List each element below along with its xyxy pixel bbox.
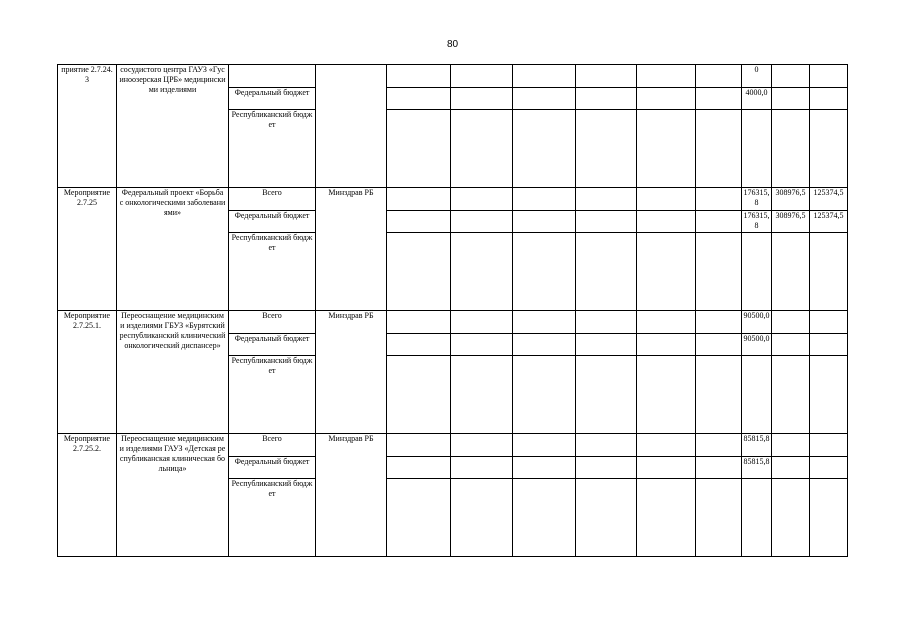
funding-source-cell-text: Республиканский бюджет xyxy=(231,356,313,375)
empty-cell xyxy=(513,457,576,479)
empty-cell xyxy=(637,434,696,457)
activity-number-cell-text: Мероприятие 2.7.25.2. xyxy=(63,434,111,453)
funding-source-cell xyxy=(229,457,316,479)
funding-source-cell xyxy=(229,311,316,334)
value-cell-2 xyxy=(772,110,810,188)
value-cell-1 xyxy=(742,88,772,110)
funding-source-cell-text: Федеральный бюджет xyxy=(234,334,310,343)
empty-cell xyxy=(576,479,637,557)
table-row xyxy=(58,65,892,88)
activity-name-cell-text: Переоснащение медицинскими изделиями ГАУЗ «Детская республиканская клиническая больница» xyxy=(119,434,226,473)
empty-cell xyxy=(387,356,451,434)
empty-cell xyxy=(451,65,513,88)
empty-cell xyxy=(513,334,576,356)
funding-source-cell-text: Всего xyxy=(262,188,282,197)
empty-cell xyxy=(387,188,451,211)
value-cell-3 xyxy=(810,233,848,311)
value-cell-3 xyxy=(810,188,848,211)
value-cell-1 xyxy=(742,233,772,311)
empty-cell xyxy=(576,110,637,188)
empty-cell xyxy=(576,334,637,356)
empty-cell xyxy=(637,188,696,211)
value-cell-3 xyxy=(810,334,848,356)
activity-name-cell-text: Федеральный проект «Борьба с онкологическими заболеваниями» xyxy=(119,188,226,217)
value-cell-1-text: 90500,0 xyxy=(743,311,770,320)
empty-cell xyxy=(637,457,696,479)
value-cell-3-text: 125374,5 xyxy=(813,211,844,220)
empty-cell xyxy=(451,188,513,211)
empty-cell xyxy=(387,457,451,479)
funding-source-cell xyxy=(229,65,316,88)
funding-source-cell xyxy=(229,356,316,434)
empty-cell xyxy=(637,356,696,434)
value-cell-1-text: 85815,8 xyxy=(743,457,770,466)
activity-name-cell xyxy=(117,434,229,557)
empty-cell xyxy=(513,110,576,188)
empty-cell xyxy=(387,110,451,188)
empty-cell xyxy=(576,233,637,311)
activity-number-cell-text: Мероприятие 2.7.25.1. xyxy=(63,311,111,330)
empty-cell xyxy=(513,188,576,211)
value-cell-3 xyxy=(810,479,848,557)
empty-cell xyxy=(696,65,742,88)
empty-cell xyxy=(576,188,637,211)
table-row xyxy=(58,434,892,457)
executor-cell xyxy=(316,434,387,557)
value-cell-3 xyxy=(810,457,848,479)
value-cell-1-text: 4000,0 xyxy=(745,88,768,97)
budget-table xyxy=(57,64,892,557)
empty-cell xyxy=(387,434,451,457)
empty-cell xyxy=(387,88,451,110)
empty-cell xyxy=(696,88,742,110)
empty-cell xyxy=(696,479,742,557)
empty-cell xyxy=(451,334,513,356)
activity-number-cell-text: приятие 2.7.24.3 xyxy=(61,65,113,84)
funding-source-cell-text: Всего xyxy=(262,434,282,443)
value-cell-2 xyxy=(772,356,810,434)
empty-cell xyxy=(451,110,513,188)
empty-cell xyxy=(451,479,513,557)
empty-cell xyxy=(696,311,742,334)
funding-source-cell xyxy=(229,479,316,557)
empty-cell xyxy=(387,233,451,311)
empty-cell xyxy=(451,434,513,457)
value-cell-2 xyxy=(772,88,810,110)
activity-name-cell xyxy=(117,65,229,188)
value-cell-3 xyxy=(810,311,848,334)
funding-source-cell xyxy=(229,434,316,457)
funding-source-cell xyxy=(229,88,316,110)
activity-name-cell-text: сосудистого центра ГАУЗ «Гусиноозерская ЦРБ» медицинскими изделиями xyxy=(119,65,226,94)
empty-cell xyxy=(387,334,451,356)
empty-cell xyxy=(513,479,576,557)
funding-source-cell-text: Федеральный бюджет xyxy=(234,88,310,97)
empty-cell xyxy=(696,356,742,434)
empty-cell xyxy=(387,211,451,233)
funding-source-cell xyxy=(229,211,316,233)
empty-cell xyxy=(451,233,513,311)
funding-source-cell xyxy=(229,233,316,311)
funding-source-cell-text: Всего xyxy=(262,311,282,320)
empty-cell xyxy=(576,311,637,334)
value-cell-3 xyxy=(810,211,848,233)
value-cell-2 xyxy=(772,311,810,334)
empty-cell xyxy=(451,88,513,110)
empty-cell xyxy=(576,457,637,479)
value-cell-2 xyxy=(772,188,810,211)
value-cell-3 xyxy=(810,65,848,88)
value-cell-1 xyxy=(742,457,772,479)
value-cell-2 xyxy=(772,65,810,88)
funding-source-cell xyxy=(229,188,316,211)
empty-cell xyxy=(387,479,451,557)
table-row xyxy=(58,311,892,334)
value-cell-2-text: 308976,5 xyxy=(775,211,806,220)
empty-cell xyxy=(637,233,696,311)
empty-cell xyxy=(513,356,576,434)
empty-cell xyxy=(696,457,742,479)
funding-source-cell-text: Федеральный бюджет xyxy=(234,211,310,220)
value-cell-1 xyxy=(742,479,772,557)
value-cell-1-text: 176315,8 xyxy=(743,211,770,230)
empty-cell xyxy=(696,110,742,188)
empty-cell xyxy=(696,434,742,457)
empty-cell xyxy=(696,233,742,311)
executor-cell xyxy=(316,188,387,311)
value-cell-3 xyxy=(810,356,848,434)
activity-number-cell xyxy=(58,188,117,311)
value-cell-1 xyxy=(742,311,772,334)
executor-cell-text: Минздрав РБ xyxy=(328,188,374,197)
value-cell-3 xyxy=(810,110,848,188)
funding-source-cell-text: Федеральный бюджет xyxy=(234,457,310,466)
value-cell-1 xyxy=(742,188,772,211)
executor-cell xyxy=(316,65,387,188)
value-cell-2 xyxy=(772,233,810,311)
value-cell-1-text: 90500,0 xyxy=(743,334,770,343)
empty-cell xyxy=(387,311,451,334)
empty-cell xyxy=(513,311,576,334)
empty-cell xyxy=(696,334,742,356)
value-cell-2 xyxy=(772,211,810,233)
empty-cell xyxy=(513,88,576,110)
funding-source-cell xyxy=(229,110,316,188)
value-cell-1 xyxy=(742,110,772,188)
activity-name-cell xyxy=(117,188,229,311)
table-row xyxy=(58,188,892,211)
empty-cell xyxy=(513,65,576,88)
value-cell-1-text: 85815,8 xyxy=(743,434,770,443)
empty-cell xyxy=(576,88,637,110)
empty-cell xyxy=(637,110,696,188)
value-cell-2 xyxy=(772,334,810,356)
value-cell-2 xyxy=(772,434,810,457)
empty-cell xyxy=(637,334,696,356)
empty-cell xyxy=(576,356,637,434)
activity-name-cell xyxy=(117,311,229,434)
funding-source-cell-text: Республиканский бюджет xyxy=(231,110,313,129)
empty-cell xyxy=(576,434,637,457)
activity-number-cell xyxy=(58,434,117,557)
empty-cell xyxy=(513,434,576,457)
empty-cell xyxy=(637,211,696,233)
empty-cell xyxy=(451,356,513,434)
empty-cell xyxy=(637,65,696,88)
value-cell-1-text: 0 xyxy=(754,65,759,74)
executor-cell xyxy=(316,311,387,434)
activity-name-cell-text: Переоснащение медицинскими изделиями ГБУЗ «Бурятский республиканский клинический онкологический диспансер» xyxy=(119,311,226,350)
value-cell-1 xyxy=(742,356,772,434)
funding-source-cell-text: Республиканский бюджет xyxy=(231,479,313,498)
empty-cell xyxy=(451,211,513,233)
empty-cell xyxy=(637,311,696,334)
value-cell-1 xyxy=(742,434,772,457)
empty-cell xyxy=(513,233,576,311)
empty-cell xyxy=(637,479,696,557)
empty-cell xyxy=(451,311,513,334)
empty-cell xyxy=(387,65,451,88)
empty-cell xyxy=(576,65,637,88)
value-cell-2 xyxy=(772,479,810,557)
value-cell-2-text: 308976,5 xyxy=(775,188,806,197)
funding-source-cell-text: Республиканский бюджет xyxy=(231,233,313,252)
empty-cell xyxy=(696,211,742,233)
activity-number-cell-text: Мероприятие 2.7.25 xyxy=(63,188,111,207)
value-cell-1 xyxy=(742,211,772,233)
value-cell-1 xyxy=(742,65,772,88)
value-cell-2 xyxy=(772,457,810,479)
empty-cell xyxy=(696,188,742,211)
value-cell-3 xyxy=(810,434,848,457)
empty-cell xyxy=(513,211,576,233)
empty-cell xyxy=(451,457,513,479)
executor-cell-text: Минздрав РБ xyxy=(328,311,374,320)
funding-source-cell xyxy=(229,334,316,356)
activity-number-cell xyxy=(58,311,117,434)
value-cell-1-text: 176315,8 xyxy=(743,188,770,207)
page-number: 80 xyxy=(446,39,459,50)
value-cell-3 xyxy=(810,88,848,110)
empty-cell xyxy=(637,88,696,110)
table-body xyxy=(58,65,892,557)
executor-cell-text: Минздрав РБ xyxy=(328,434,374,443)
empty-cell xyxy=(576,211,637,233)
value-cell-1 xyxy=(742,334,772,356)
activity-number-cell xyxy=(58,65,117,188)
value-cell-3-text: 125374,5 xyxy=(813,188,844,197)
